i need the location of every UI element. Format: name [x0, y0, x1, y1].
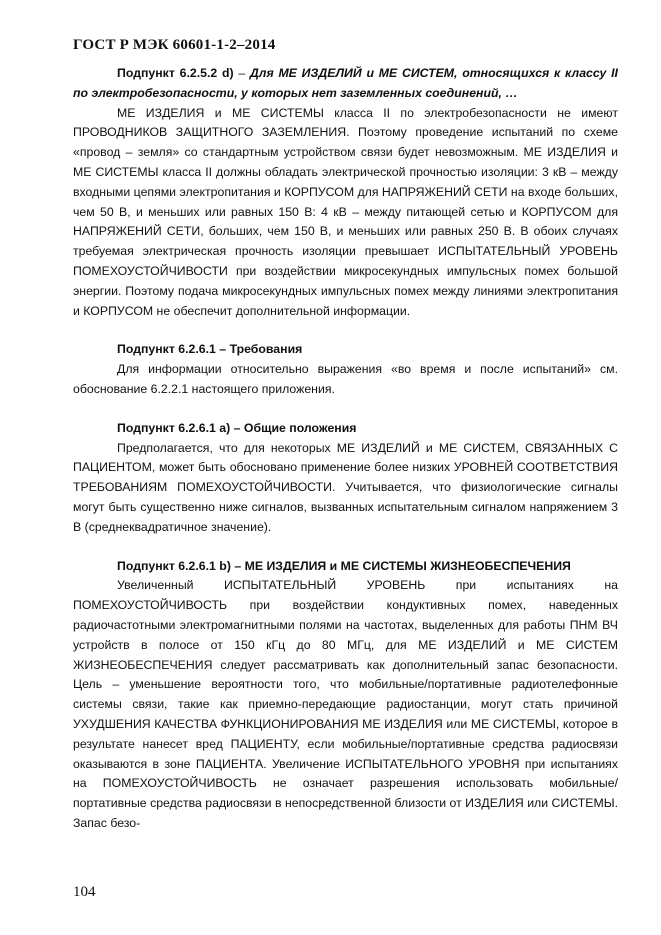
section-label: Подпункт 6.2.6.1 b)	[117, 558, 231, 573]
section-6-2-6-1-b-heading	[73, 557, 618, 577]
section-6-2-5-2-d-body: МЕ ИЗДЕЛИЯ и МЕ СИСТЕМЫ класса II по электробезопасности не имеют ПРОВОДНИКОВ ЗАЩИТНОГО ЗАЗЕМЛЕНИЯ. Поэтому проведение испытаний по схеме «провод – земля» со стандартным устройством связи будет невозможным. МЕ ИЗДЕЛИЯ и МЕ СИСТЕМЫ класса II должны обладать электрической прочностью изоляции: 3 кВ – между входными цепями электропитания и КОРПУСОМ для НАПРЯЖЕНИЙ СЕТИ на входе больших, чем 50 В, и меньших или равных 150 В: 4 кВ – между питающей сетью и КОРПУСОМ для НАПРЯЖЕНИЙ СЕТИ, больших, чем 150 В, и меньших или равных 250 В. В обоих случаях требуемая электрическая прочность изоляции превышает ИСПЫТАТЕЛЬНЫЙ УРОВЕНЬ ПОМЕХОУСТОЙЧИВОСТИ при воздействии микросекундных импульсных помех большой энергии. Поэтому подача микросекундных импульсных помех между линиями электропитания и КОРПУСОМ не обеспечит дополнительной информации.	[73, 105, 618, 318]
page-content	[73, 64, 618, 834]
section-label: Подпункт 6.2.5.2 d)	[117, 66, 234, 80]
section-6-2-6-1-a-body: Предполагается, что для некоторых МЕ ИЗДЕЛИЙ и МЕ СИСТЕМ, СВЯЗАННЫХ С ПАЦИЕНТОМ, может быть обосновано применение более низких УРОВНЕЙ СООТВЕТСТВИЯ ТРЕБОВАНИЯМ ПОМЕХОУСТОЙЧИВОСТИ. Учитывается, что физиологические сигналы могут быть существенно ниже сигналов, вызванных испытательным сигналом напряжением 3 В (среднеквадратичное значение).	[73, 440, 618, 534]
section-dash: –	[233, 66, 250, 80]
section-6-2-6-1-heading	[73, 340, 618, 360]
document-header: ГОСТ Р МЭК 60601-1-2–2014	[73, 37, 276, 53]
section-title: – МЕ ИЗДЕЛИЯ и МЕ СИСТЕМЫ ЖИЗНЕОБЕСПЕЧЕНИЯ	[230, 558, 571, 573]
section-label: Подпункт 6.2.6.1 а)	[117, 420, 231, 435]
section-label: Подпункт 6.2.6.1	[117, 342, 216, 357]
section-title: – Требования	[215, 342, 303, 357]
section-6-2-6-1-body: Для информации относительно выражения «во время и после испытаний» см. обоснование 6.2.2.1 настоящего приложения.	[73, 362, 618, 396]
section-6-2-6-1-b-body: Увеличенный ИСПЫТАТЕЛЬНЫЙ УРОВЕНЬ при испытаниях на ПОМЕХОУСТОЙЧИВОСТЬ при воздействии кондуктивных помех, наведенных радиочастотными электромагнитными полями на частотах, выделенных для работы ПНМ ВЧ устройств в полосе от 150 кГц до 80 МГц, для МЕ ИЗДЕЛИЙ и МЕ СИСТЕМ ЖИЗНЕОБЕСПЕЧЕНИЯ следует рассматривать как дополнительный запас безопасности. Цель – уменьшение вероятности того, что мобильные/портативные радиотелефонные системы связи, такие как приемно-передающие радиостанции, могут стать причиной УХУДШЕНИЯ КАЧЕСТВА ФУНКЦИОНИРОВАНИЯ МЕ ИЗДЕЛИЯ или МЕ СИСТЕМЫ, которое в результате нанесет вред ПАЦИЕНТУ, если мобильные/портативные средства радиосвязи оказываются в зоне ПАЦИЕНТА. Увеличение ИСПЫТАТЕЛЬНОГО УРОВНЯ при испытаниях на ПОМЕХОУСТОЙЧИВОСТЬ не означает разрешения использовать мобильные/ портативные средства радиосвязи в непосредственной близости от ИЗДЕЛИЯ или СИСТЕМЫ. Запас безо-	[73, 578, 618, 830]
page-number: 104	[73, 884, 96, 900]
section-title: – Общие положения	[230, 420, 357, 435]
section-title: Для МЕ ИЗДЕЛИЙ и МЕ СИСТЕМ, относящихся к классу II по электробезопасности, у которых нет заземленных соединений, …	[73, 66, 618, 100]
section-6-2-5-2-d-heading	[73, 64, 618, 104]
section-6-2-6-1-a-heading	[73, 419, 618, 439]
